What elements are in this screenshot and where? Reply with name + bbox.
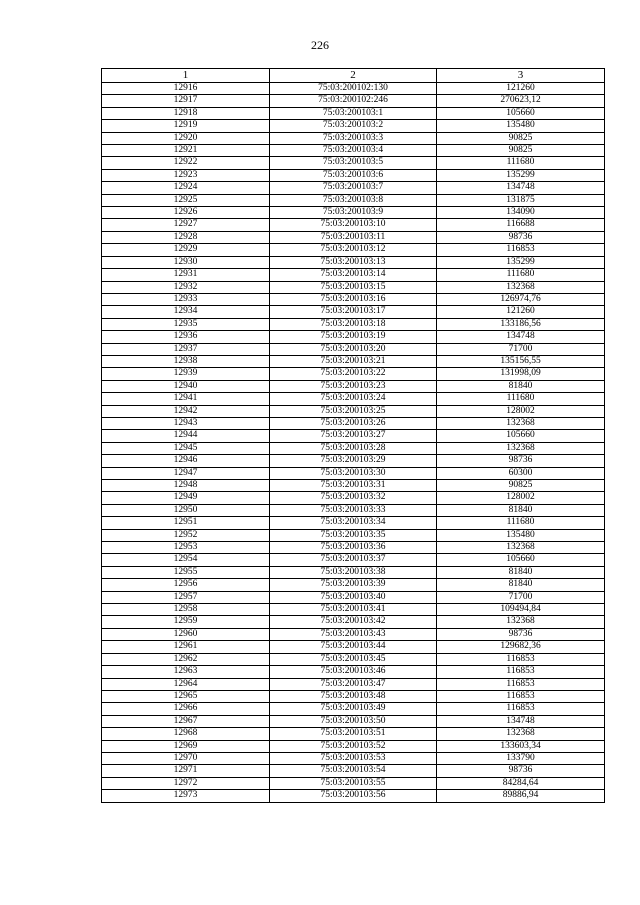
table-header (102, 69, 605, 83)
row-number-cell: 12927 (102, 219, 270, 231)
value-cell: 81840 (437, 566, 605, 578)
cadastral-number-cell: 75:03:200103:17 (270, 306, 437, 318)
table-row (102, 194, 605, 206)
value-cell: 270623,12 (437, 95, 605, 107)
value-cell: 135299 (437, 256, 605, 268)
row-number-cell: 12967 (102, 715, 270, 727)
table-row (102, 442, 605, 454)
value-cell: 81840 (437, 579, 605, 591)
table-row (102, 666, 605, 678)
table-row (102, 269, 605, 281)
cadastral-number-cell: 75:03:200103:11 (270, 231, 437, 243)
cadastral-number-cell: 75:03:200103:26 (270, 417, 437, 429)
column-header-2: 2 (270, 69, 437, 83)
row-number-cell: 12939 (102, 368, 270, 380)
cadastral-number-cell: 75:03:200103:38 (270, 566, 437, 578)
table-row (102, 542, 605, 554)
value-cell: 133186,56 (437, 318, 605, 330)
cadastral-number-cell: 75:03:200103:23 (270, 380, 437, 392)
value-cell: 116853 (437, 690, 605, 702)
value-cell: 105660 (437, 430, 605, 442)
row-number-cell: 12956 (102, 579, 270, 591)
row-number-cell: 12970 (102, 752, 270, 764)
table-row (102, 107, 605, 119)
cadastral-number-cell: 75:03:200103:5 (270, 157, 437, 169)
table-row (102, 467, 605, 479)
value-cell: 128002 (437, 405, 605, 417)
cadastral-number-cell: 75:03:200103:1 (270, 107, 437, 119)
value-cell: 111680 (437, 269, 605, 281)
value-cell: 90825 (437, 132, 605, 144)
table-row (102, 182, 605, 194)
cadastral-number-cell: 75:03:200103:24 (270, 393, 437, 405)
row-number-cell: 12961 (102, 641, 270, 653)
value-cell: 133790 (437, 752, 605, 764)
value-cell: 71700 (437, 343, 605, 355)
row-number-cell: 12922 (102, 157, 270, 169)
row-number-cell: 12942 (102, 405, 270, 417)
table-row (102, 566, 605, 578)
row-number-cell: 12966 (102, 703, 270, 715)
row-number-cell: 12958 (102, 604, 270, 616)
value-cell: 111680 (437, 393, 605, 405)
value-cell: 134090 (437, 207, 605, 219)
table-row (102, 777, 605, 789)
cadastral-number-cell: 75:03:200103:16 (270, 293, 437, 305)
table-row (102, 405, 605, 417)
cadastral-number-cell: 75:03:200103:55 (270, 777, 437, 789)
row-number-cell: 12932 (102, 281, 270, 293)
value-cell: 81840 (437, 504, 605, 516)
value-cell: 135156,55 (437, 355, 605, 367)
row-number-cell: 12971 (102, 765, 270, 777)
cadastral-number-cell: 75:03:200103:53 (270, 752, 437, 764)
table-row (102, 604, 605, 616)
value-cell: 128002 (437, 492, 605, 504)
cadastral-number-cell: 75:03:200103:13 (270, 256, 437, 268)
row-number-cell: 12946 (102, 455, 270, 467)
cadastral-number-cell: 75:03:200103:42 (270, 616, 437, 628)
value-cell: 135480 (437, 529, 605, 541)
table-row (102, 120, 605, 132)
row-number-cell: 12935 (102, 318, 270, 330)
column-header-1: 1 (102, 69, 270, 83)
table-row (102, 480, 605, 492)
value-cell: 135299 (437, 169, 605, 181)
row-number-cell: 12968 (102, 728, 270, 740)
row-number-cell: 12925 (102, 194, 270, 206)
row-number-cell: 12949 (102, 492, 270, 504)
value-cell: 121260 (437, 306, 605, 318)
cadastral-number-cell: 75:03:200103:25 (270, 405, 437, 417)
row-number-cell: 12933 (102, 293, 270, 305)
table-row (102, 256, 605, 268)
cadastral-number-cell: 75:03:200103:20 (270, 343, 437, 355)
table-row (102, 678, 605, 690)
value-cell: 135480 (437, 120, 605, 132)
cadastral-number-cell: 75:03:200103:18 (270, 318, 437, 330)
value-cell: 98736 (437, 628, 605, 640)
table-row (102, 368, 605, 380)
cadastral-number-cell: 75:03:200103:41 (270, 604, 437, 616)
value-cell: 134748 (437, 331, 605, 343)
cadastral-number-cell: 75:03:200103:46 (270, 666, 437, 678)
value-cell: 131998,09 (437, 368, 605, 380)
table-row (102, 95, 605, 107)
value-cell: 98736 (437, 455, 605, 467)
value-cell: 90825 (437, 145, 605, 157)
row-number-cell: 12936 (102, 331, 270, 343)
row-number-cell: 12920 (102, 132, 270, 144)
cadastral-number-cell: 75:03:200103:37 (270, 554, 437, 566)
row-number-cell: 12928 (102, 231, 270, 243)
table-row (102, 653, 605, 665)
value-cell: 116853 (437, 244, 605, 256)
table-row (102, 343, 605, 355)
cadastral-number-cell: 75:03:200103:48 (270, 690, 437, 702)
table-row (102, 219, 605, 231)
table-row (102, 616, 605, 628)
value-cell: 111680 (437, 517, 605, 529)
value-cell: 90825 (437, 480, 605, 492)
value-cell: 116853 (437, 653, 605, 665)
row-number-cell: 12955 (102, 566, 270, 578)
table-row (102, 628, 605, 640)
row-number-cell: 12938 (102, 355, 270, 367)
value-cell: 134748 (437, 715, 605, 727)
value-cell: 89886,94 (437, 790, 605, 802)
table-row (102, 517, 605, 529)
table-row (102, 765, 605, 777)
cadastral-number-cell: 75:03:200103:50 (270, 715, 437, 727)
row-number-cell: 12916 (102, 83, 270, 95)
value-cell: 116853 (437, 703, 605, 715)
table-row (102, 380, 605, 392)
row-number-cell: 12960 (102, 628, 270, 640)
cadastral-number-cell: 75:03:200103:52 (270, 740, 437, 752)
table-row (102, 554, 605, 566)
value-cell: 134748 (437, 182, 605, 194)
value-cell: 105660 (437, 554, 605, 566)
row-number-cell: 12948 (102, 480, 270, 492)
row-number-cell: 12957 (102, 591, 270, 603)
row-number-cell: 12950 (102, 504, 270, 516)
table-row (102, 169, 605, 181)
cadastral-number-cell: 75:03:200103:14 (270, 269, 437, 281)
cadastral-number-cell: 75:03:200103:33 (270, 504, 437, 516)
cadastral-number-cell: 75:03:200103:56 (270, 790, 437, 802)
table-row (102, 281, 605, 293)
table-row (102, 318, 605, 330)
row-number-cell: 12931 (102, 269, 270, 281)
table-row (102, 728, 605, 740)
table-row (102, 455, 605, 467)
table-row (102, 231, 605, 243)
cadastral-number-cell: 75:03:200103:28 (270, 442, 437, 454)
cadastral-number-cell: 75:03:200103:21 (270, 355, 437, 367)
table-row (102, 393, 605, 405)
cadastral-number-cell: 75:03:200103:32 (270, 492, 437, 504)
row-number-cell: 12953 (102, 542, 270, 554)
table-row (102, 740, 605, 752)
table-row (102, 145, 605, 157)
value-cell: 116853 (437, 678, 605, 690)
cadastral-number-cell: 75:03:200103:29 (270, 455, 437, 467)
row-number-cell: 12947 (102, 467, 270, 479)
value-cell: 105660 (437, 107, 605, 119)
cadastral-number-cell: 75:03:200103:45 (270, 653, 437, 665)
cadastral-number-cell: 75:03:200103:36 (270, 542, 437, 554)
row-number-cell: 12972 (102, 777, 270, 789)
cadastral-number-cell: 75:03:200103:8 (270, 194, 437, 206)
table-row (102, 293, 605, 305)
table-row (102, 132, 605, 144)
cadastral-number-cell: 75:03:200103:40 (270, 591, 437, 603)
table-row (102, 504, 605, 516)
value-cell: 129682,36 (437, 641, 605, 653)
row-number-cell: 12951 (102, 517, 270, 529)
cadastral-number-cell: 75:03:200103:6 (270, 169, 437, 181)
value-cell: 71700 (437, 591, 605, 603)
cadastral-number-cell: 75:03:200103:3 (270, 132, 437, 144)
cadastral-number-cell: 75:03:200103:9 (270, 207, 437, 219)
cadastral-number-cell: 75:03:200103:12 (270, 244, 437, 256)
cadastral-number-cell: 75:03:200103:22 (270, 368, 437, 380)
value-cell: 116688 (437, 219, 605, 231)
value-cell: 109494,84 (437, 604, 605, 616)
value-cell: 111680 (437, 157, 605, 169)
registry-table (101, 68, 605, 803)
table-row (102, 790, 605, 802)
table-row (102, 306, 605, 318)
row-number-cell: 12973 (102, 790, 270, 802)
table-row (102, 715, 605, 727)
row-number-cell: 12924 (102, 182, 270, 194)
cadastral-number-cell: 75:03:200102:130 (270, 83, 437, 95)
value-cell: 132368 (437, 728, 605, 740)
value-cell: 132368 (437, 417, 605, 429)
row-number-cell: 12965 (102, 690, 270, 702)
cadastral-number-cell: 75:03:200103:15 (270, 281, 437, 293)
cadastral-number-cell: 75:03:200103:27 (270, 430, 437, 442)
cadastral-number-cell: 75:03:200103:2 (270, 120, 437, 132)
cadastral-number-cell: 75:03:200103:19 (270, 331, 437, 343)
cadastral-number-cell: 75:03:200103:39 (270, 579, 437, 591)
value-cell: 98736 (437, 765, 605, 777)
cadastral-number-cell: 75:03:200103:7 (270, 182, 437, 194)
row-number-cell: 12934 (102, 306, 270, 318)
row-number-cell: 12941 (102, 393, 270, 405)
value-cell: 121260 (437, 83, 605, 95)
value-cell: 84284,64 (437, 777, 605, 789)
table-row (102, 529, 605, 541)
cadastral-number-cell: 75:03:200103:43 (270, 628, 437, 640)
cadastral-number-cell: 75:03:200103:49 (270, 703, 437, 715)
cadastral-number-cell: 75:03:200103:30 (270, 467, 437, 479)
value-cell: 126974,76 (437, 293, 605, 305)
header-row (102, 69, 605, 83)
value-cell: 98736 (437, 231, 605, 243)
cadastral-number-cell: 75:03:200103:47 (270, 678, 437, 690)
cadastral-number-cell: 75:03:200103:54 (270, 765, 437, 777)
row-number-cell: 12952 (102, 529, 270, 541)
table-row (102, 157, 605, 169)
row-number-cell: 12959 (102, 616, 270, 628)
row-number-cell: 12943 (102, 417, 270, 429)
row-number-cell: 12940 (102, 380, 270, 392)
value-cell: 131875 (437, 194, 605, 206)
row-number-cell: 12944 (102, 430, 270, 442)
row-number-cell: 12929 (102, 244, 270, 256)
table-row (102, 244, 605, 256)
table-row (102, 207, 605, 219)
cadastral-number-cell: 75:03:200103:4 (270, 145, 437, 157)
row-number-cell: 12964 (102, 678, 270, 690)
value-cell: 60300 (437, 467, 605, 479)
table-row (102, 752, 605, 764)
row-number-cell: 12954 (102, 554, 270, 566)
value-cell: 116853 (437, 666, 605, 678)
value-cell: 133603,34 (437, 740, 605, 752)
row-number-cell: 12963 (102, 666, 270, 678)
value-cell: 132368 (437, 281, 605, 293)
page-number: 226 (311, 38, 329, 52)
cadastral-number-cell: 75:03:200103:51 (270, 728, 437, 740)
value-cell: 81840 (437, 380, 605, 392)
cadastral-number-cell: 75:03:200103:35 (270, 529, 437, 541)
row-number-cell: 12962 (102, 653, 270, 665)
value-cell: 132368 (437, 542, 605, 554)
cadastral-number-cell: 75:03:200103:44 (270, 641, 437, 653)
table-row (102, 641, 605, 653)
row-number-cell: 12917 (102, 95, 270, 107)
column-header-3: 3 (437, 69, 605, 83)
cadastral-number-cell: 75:03:200103:34 (270, 517, 437, 529)
value-cell: 132368 (437, 442, 605, 454)
row-number-cell: 12918 (102, 107, 270, 119)
table-row (102, 690, 605, 702)
row-number-cell: 12926 (102, 207, 270, 219)
table-row (102, 355, 605, 367)
table-row (102, 591, 605, 603)
table-row (102, 430, 605, 442)
table-row (102, 417, 605, 429)
table-row (102, 579, 605, 591)
table-body (102, 83, 605, 803)
row-number-cell: 12969 (102, 740, 270, 752)
cadastral-number-cell: 75:03:200102:246 (270, 95, 437, 107)
row-number-cell: 12919 (102, 120, 270, 132)
row-number-cell: 12921 (102, 145, 270, 157)
row-number-cell: 12937 (102, 343, 270, 355)
row-number-cell: 12930 (102, 256, 270, 268)
cadastral-number-cell: 75:03:200103:31 (270, 480, 437, 492)
table-row (102, 331, 605, 343)
value-cell: 132368 (437, 616, 605, 628)
table-row (102, 703, 605, 715)
table-row (102, 83, 605, 95)
row-number-cell: 12923 (102, 169, 270, 181)
row-number-cell: 12945 (102, 442, 270, 454)
cadastral-number-cell: 75:03:200103:10 (270, 219, 437, 231)
table-row (102, 492, 605, 504)
